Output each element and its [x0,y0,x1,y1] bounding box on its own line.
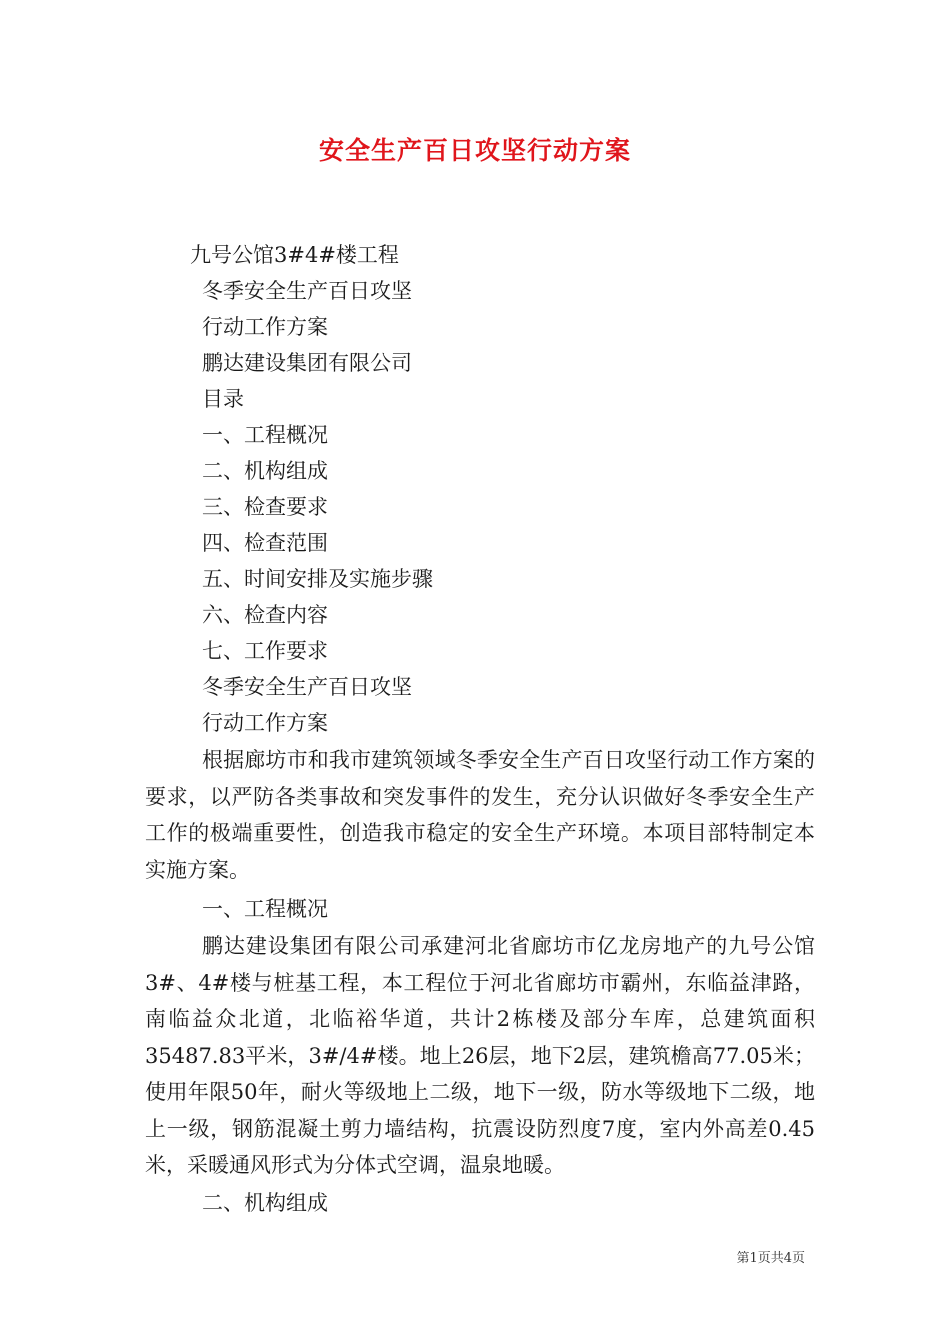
page-number: 第1页共4页 [736,1251,805,1266]
section-1-paragraph: 鹏达建设集团有限公司承建河北省廊坊市亿龙房地产的九号公馆3#、4#楼与桩基工程，本工程位于河北省廊坊市霸州，东临益津路，南临益众北道，北临裕华道，共计2栋楼及部分车库，总建筑面积35487.83平米，3#/4#楼。地上26层，地下2层，建筑檐高77.05米；使用年限50年，耐火等级地上二级，地下一级，防水等级地下二级，地上一级，钢筋混凝土剪力墙结构，抗震设防烈度7度，室内外高差0.45米，采暖通风形式为分体式空调，温泉地暖。 [145,934,815,1177]
toc-item: 四、检查范围 [202,531,328,555]
body-heading-line-1: 冬季安全生产百日攻坚 [202,675,412,699]
toc-item: 三、检查要求 [202,495,328,519]
toc-item: 六、检查内容 [202,603,328,627]
toc-item: 五、时间安排及实施步骤 [202,567,433,591]
document-title: 安全生产百日攻坚行动方案 [318,136,631,165]
toc-item: 一、工程概况 [202,423,328,447]
cover-subtitle-line-1: 冬季安全生产百日攻坚 [202,279,412,303]
toc-item: 七、工作要求 [202,639,328,663]
intro-paragraph: 根据廊坊市和我市建筑领域冬季安全生产百日攻坚行动工作方案的要求，以严防各类事故和突发事件的发生，充分认识做好冬季安全生产工作的极端重要性，创造我市稳定的安全生产环境。本项目部特制定本实施方案。 [145,748,815,882]
toc-item: 二、机构组成 [202,459,328,483]
cover-subtitle-line-2: 行动工作方案 [202,315,328,339]
section-2-heading: 二、机构组成 [202,1191,328,1215]
cover-company-name: 鹏达建设集团有限公司 [202,351,412,375]
section-1-heading: 一、工程概况 [202,897,328,921]
body-heading-line-2: 行动工作方案 [202,711,328,735]
toc-heading: 目录 [202,387,244,411]
cover-project-name: 九号公馆3#4#楼工程 [190,243,399,267]
